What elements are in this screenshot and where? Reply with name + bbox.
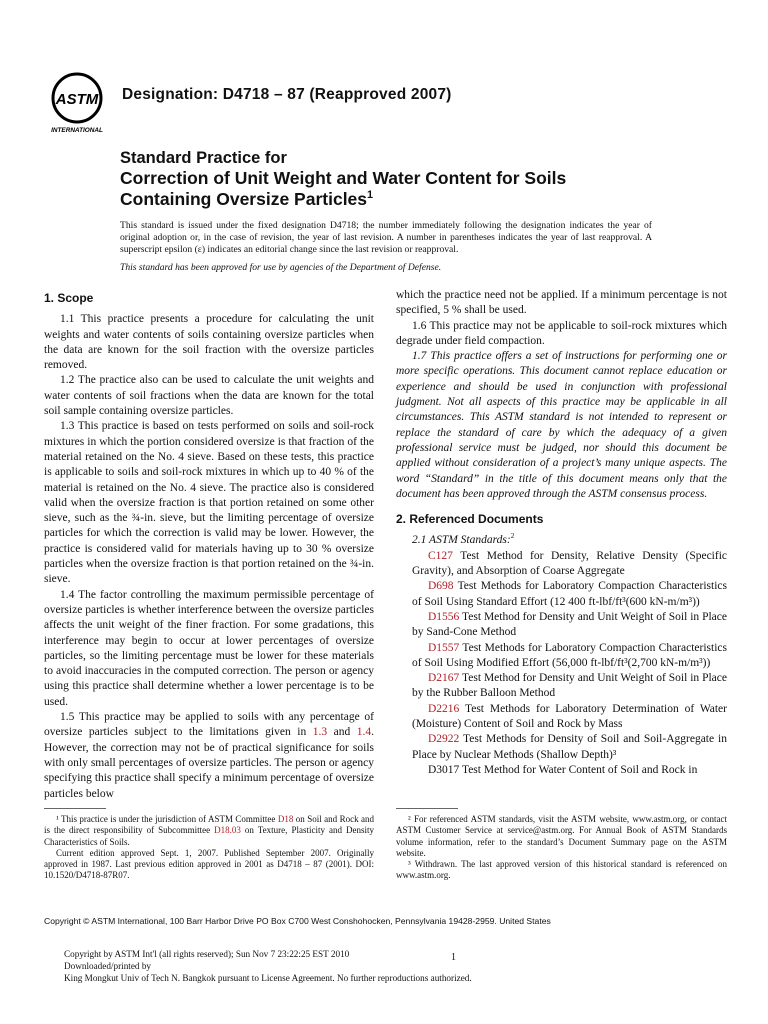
astm-standards-subheading (396, 533, 727, 548)
title-line-3-text: Containing Oversize Particles (120, 189, 368, 209)
svg-text:ASTM: ASTM (55, 91, 99, 108)
download-notice (64, 948, 724, 984)
download-notice-line-3: King Mongkut Univ of Tech N. Bangkok pursuant to License Agreement. No further reproductions authorized. (64, 973, 472, 983)
para-1-4: 1.4 The factor controlling the maximum permissible percentage of oversize particles is whether interference between the oversize particles affects the unit weight of the finer fraction. For some gradations, this interference may begin to occur at lower percentages of oversize particles, so the limiting percentage must be lower for these materials to avoid inaccuracies in the computed correction. The person or agency using this practice shall determine whether a lower percentage is to be used. (44, 588, 374, 708)
scope-heading: 1. Scope (44, 291, 94, 305)
page-number: 1 (451, 952, 456, 963)
designation: Designation: D4718 – 87 (Reapproved 2007) (122, 86, 452, 103)
reference-item (396, 763, 727, 778)
astm-standards-footnote-mark: 2 (510, 532, 515, 541)
footnote-1-text-cont: on Soil and Rock and is the direct responsibility of Subcommittee (44, 814, 375, 836)
footnote-1-text-end: on Texture, Plasticity and Density Characteristics of Soils. (44, 825, 374, 847)
reference-item (396, 641, 727, 672)
link-1-3[interactable]: 1.3 (312, 726, 328, 739)
ref-code-d2922[interactable]: D2922 (428, 733, 460, 746)
ref-code-d2216[interactable]: D2216 (428, 702, 460, 715)
ref-code-c127[interactable]: C127 (428, 549, 453, 562)
ref-text: Test Method for Density, Relative Density (Specific Gravity), and Absorption of Coarse Aggregate (412, 549, 727, 578)
link-d18[interactable]: D18 (277, 814, 294, 824)
ref-text: Test Methods for Laboratory Compaction Characteristics of Soil Using Standard Effort (12 400 ft-lbf/ft³(600 kN-m/m³)) (412, 580, 727, 608)
para-1-5-text-cont: . However, the correction may not be of practical significance for soils with only small percentages of oversize particles. The person or agency specifying this practice shall specify a minimum percentage of oversize particles below (44, 726, 374, 800)
footnote-1 (44, 814, 374, 848)
reference-item (396, 549, 727, 580)
ref-code-d2167[interactable]: D2167 (428, 672, 460, 685)
para-1-5 (44, 710, 374, 802)
ref-text: Test Methods for Density of Soil and Soil-Aggregate in Place by Nuclear Methods (Shallow Depth)³ (412, 733, 727, 761)
ref-code-d3017: D3017 (428, 763, 460, 776)
title-line-1: Standard Practice for (120, 149, 287, 167)
dod-note: This standard has been approved for use by agencies of the Department of Defense. (120, 262, 442, 273)
copyright-line: Copyright © ASTM International, 100 Barr Harbor Drive PO Box C700 West Conshohocken, Pennsylvania 19428-2959. United States (44, 916, 551, 926)
reference-item (396, 610, 727, 641)
svg-text:INTERNATIONAL: INTERNATIONAL (51, 127, 103, 134)
ref-code-d1557[interactable]: D1557 (428, 641, 460, 654)
para-1-2: 1.2 The practice also can be used to calculate the unit weights and water contents of soil fractions when the data are known for the total soil sample containing oversize particles. (44, 374, 374, 418)
link-d18-03[interactable]: D18.03 (214, 825, 241, 836)
footnote-divider-left (44, 808, 106, 809)
ref-text: Test Methods for Laboratory Determination of Water (Moisture) Content of Soil and Rock by Mass (412, 702, 727, 731)
title-line-2: Correction of Unit Weight and Water Content for Soils (120, 168, 567, 188)
para-1-7: 1.7 This practice offers a set of instructions for performing one or more specific operations. This document cannot replace education or experience and should be used in conjunction with professional judgment. Not all aspects of this practice may be applicable in all circumstances. This ASTM standard is not intended to represent or replace the standard of care by which the adequacy of a given professional service must be judged, nor should this document be applied without consideration of a project’s many unique aspects. The word “Standard” in the title of this document means only that the document has been approved through the ASTM consensus process. (396, 350, 727, 500)
ref-code-d698[interactable]: D698 (428, 580, 454, 593)
footnote-2: ² For referenced ASTM standards, visit the ASTM website, www.astm.org, or contact ASTM Customer Service at service@astm.org. For Annual Book of ASTM Standards volume information, refer to the standard’s Document Summary page on the ASTM website. (396, 814, 727, 858)
title-block (120, 148, 680, 210)
reference-item (396, 579, 727, 610)
footnote-3: ³ Withdrawn. The last approved version of this historical standard is referenced on www.astm.org. (396, 859, 727, 881)
link-1-4[interactable]: 1.4 (356, 726, 372, 739)
footnote-1-text: ¹ This practice is under the jurisdiction of ASTM Committee (56, 814, 278, 824)
reference-item (396, 671, 727, 702)
ref-text: Test Method for Density and Unit Weight of Soil in Place by Sand-Cone Method (412, 610, 727, 639)
para-1-5-text: 1.5 This practice may be applied to soils with any percentage of oversize particles subject to the limitations given in (44, 711, 374, 739)
ref-text: Test Methods for Laboratory Compaction Characteristics of Soil Using Modified Effort (56,000 ft-lbf/ft³(2,700 kN-m/m³)) (412, 641, 727, 669)
referenced-heading: 2. Referenced Documents (396, 512, 544, 527)
para-1-5-text-and: and (327, 726, 357, 739)
title-line-3 (120, 189, 680, 210)
astm-logo-icon (44, 70, 110, 134)
reference-list (396, 549, 727, 778)
reference-item (396, 702, 727, 733)
left-column (44, 288, 374, 802)
para-1-3: 1.3 This practice is based on tests performed on soils and soil-rock mixtures in which the portion considered oversize is that fraction of the material retained on the No. 4 sieve. Based on these tests, this practice is applicable to soils and soil-rock mixtures in which up to 40 % of the material is retained on the No. 4 sieve. The practice also is considered valid when the oversize fraction is that portion retained on some other sieve, such as the ¾-in. sieve, but the limiting percentage of oversize particles for which the correction is valid may be lower. However, the practice is considered valid for materials having up to 30 % oversize particles when the oversize fraction is that portion retained on the ¾-in. sieve. (44, 420, 374, 586)
footnotes-left (44, 814, 374, 882)
download-notice-line-2: Downloaded/printed by (64, 961, 152, 971)
astm-standards-label: 2.1 ASTM Standards: (412, 534, 511, 547)
astm-logo (44, 70, 110, 134)
preface-note: This standard is issued under the fixed designation D4718; the number immediately following the designation indicates the year of original adoption or, in the case of revision, the year of last revision. A number in parentheses indicates the year of last reapproval. A superscript epsilon (ε) indicates an editorial change since the last revision or reapproval. (120, 220, 652, 255)
title-footnote-mark: 1 (367, 189, 374, 202)
para-1-1: 1.1 This practice presents a procedure for calculating the unit weights and water contents of soils containing oversize particles when the data are known for the soil fraction with the oversize particles removed. (44, 313, 374, 372)
para-1-6: 1.6 This practice may not be applicable to soil-rock mixtures which degrade under field compaction. (396, 319, 727, 347)
reference-item (396, 732, 727, 763)
ref-code-d1556[interactable]: D1556 (428, 610, 460, 623)
footnote-1-edition: Current edition approved Sept. 1, 2007. Published September 2007. Originally approved in 1987. Last previous edition approved in 2001 as D4718 – 87 (2001). DOI: 10.1520/D4718-87R07. (44, 847, 374, 881)
footnote-divider-right (396, 808, 458, 809)
para-1-5-continued: which the practice need not be applied. If a minimum percentage is not specified, 5 % shall be used. (396, 289, 727, 317)
download-notice-line-1: Copyright by ASTM Int'l (all rights reserved); Sun Nov 7 23:22:25 EST 2010 (64, 949, 350, 959)
ref-text: Test Method for Density and Unit Weight of Soil in Place by the Rubber Balloon Method (412, 672, 727, 700)
ref-text: Test Method for Water Content of Soil and Rock in (459, 763, 698, 776)
right-column (396, 288, 727, 778)
footnotes-right (396, 814, 727, 882)
